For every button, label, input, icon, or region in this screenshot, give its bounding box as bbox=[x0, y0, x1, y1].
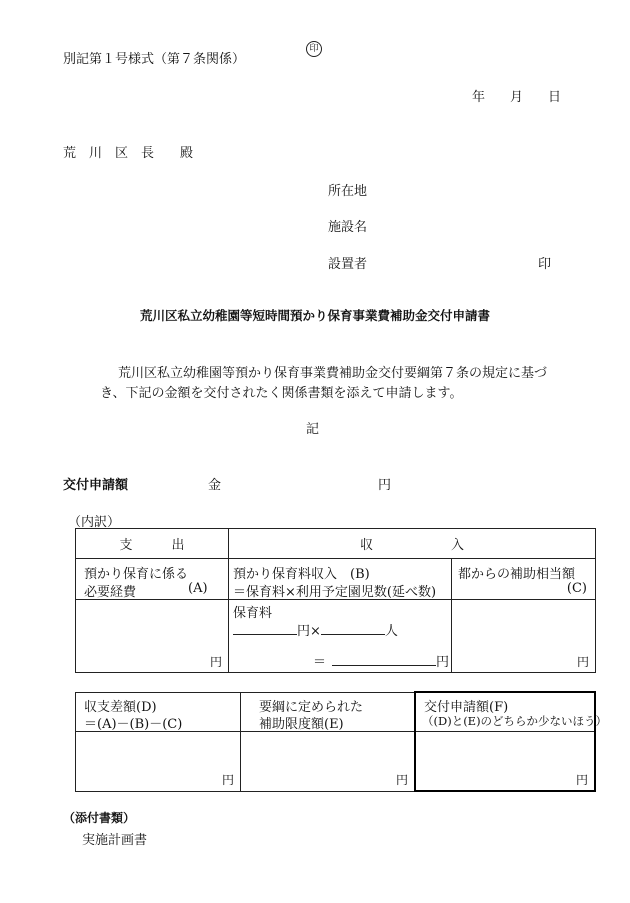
amount-kin: 金 bbox=[208, 478, 222, 493]
calculation-table bbox=[75, 691, 608, 792]
founder-label: 設置者 bbox=[328, 257, 368, 272]
income-header: 収 入 bbox=[229, 529, 596, 559]
date-day: 日 bbox=[548, 90, 562, 105]
amount-label: 交付申請額 bbox=[63, 478, 129, 493]
col-f-line1: 交付申請額(F) bbox=[424, 700, 509, 715]
col-c-line1: 都からの補助相当額 bbox=[458, 567, 576, 582]
breakdown-label: （内訳） bbox=[68, 515, 121, 530]
col-a-line2: 必要経費 bbox=[84, 585, 137, 600]
col-c-value[interactable] bbox=[452, 600, 596, 673]
col-a-value[interactable] bbox=[76, 600, 229, 673]
children-input[interactable] bbox=[321, 620, 385, 635]
fee-times: 円× bbox=[297, 624, 321, 639]
facility-label: 施設名 bbox=[328, 220, 368, 235]
col-b-header bbox=[229, 559, 452, 600]
date-year: 年 bbox=[472, 90, 486, 105]
fee-input[interactable] bbox=[233, 620, 297, 635]
col-f-yen: 円 bbox=[575, 773, 588, 787]
col-c-mark: (C) bbox=[566, 581, 587, 596]
page-title: 荒川区私立幼稚園等短時間預かり保育事業費補助金交付申請書 bbox=[139, 308, 490, 323]
col-d-header bbox=[76, 692, 241, 732]
col-e-yen: 円 bbox=[395, 773, 408, 787]
col-e-line1: 要綱に定められた bbox=[259, 699, 364, 715]
attachments-label: （添付書類） bbox=[63, 811, 136, 825]
person-unit: 人 bbox=[384, 624, 398, 639]
col-c-header bbox=[452, 559, 596, 600]
col-b-line1: 預かり保育料収入 (B) bbox=[233, 567, 370, 582]
col-b-yen: 円 bbox=[436, 655, 450, 670]
address-label: 所在地 bbox=[328, 184, 368, 199]
expense-header: 支 出 bbox=[76, 529, 229, 559]
col-d-value[interactable] bbox=[76, 732, 241, 792]
fee-label: 保育料 bbox=[233, 606, 273, 621]
col-a-yen: 円 bbox=[209, 655, 222, 669]
col-f-header bbox=[415, 692, 608, 732]
col-d-yen: 円 bbox=[221, 773, 234, 787]
col-e-value[interactable] bbox=[241, 732, 416, 792]
founder-seal: 印 bbox=[538, 257, 552, 272]
col-a-line1: 預かり保育に係る bbox=[84, 567, 189, 582]
seal-mark-icon: 印 bbox=[306, 41, 322, 57]
col-e-line2: 補助限度額(E) bbox=[259, 716, 344, 732]
ki-mark: 記 bbox=[306, 422, 320, 437]
col-f-line2: （(D)と(E)のどちらか少ないほう） bbox=[422, 714, 608, 728]
col-d-line2: ＝(A)－(B)－(C) bbox=[84, 716, 183, 732]
col-c-yen: 円 bbox=[576, 655, 589, 669]
income-total-input[interactable] bbox=[332, 651, 436, 666]
date-month: 月 bbox=[510, 90, 524, 105]
col-d-line1: 収支差額(D) bbox=[84, 699, 157, 715]
attachment-item: 実施計画書 bbox=[82, 833, 148, 848]
body-line-2: き、下記の金額を交付されたく関係書類を添えて申請します。 bbox=[100, 386, 463, 401]
col-a-header bbox=[76, 559, 229, 600]
equals-sign: ＝ bbox=[313, 655, 327, 670]
col-b-value[interactable] bbox=[229, 600, 452, 673]
addressee: 荒 川 区 長 殿 bbox=[63, 146, 194, 161]
body-line-1: 荒川区私立幼稚園等預かり保育事業費補助金交付要綱第７条の規定に基づ bbox=[118, 366, 548, 381]
breakdown-table bbox=[75, 528, 596, 673]
col-f-value[interactable] bbox=[415, 732, 595, 792]
col-e-header bbox=[241, 692, 416, 732]
form-id: 別記第１号様式（第７条関係） bbox=[63, 52, 246, 67]
col-a-mark: (A) bbox=[188, 581, 208, 596]
col-b-line2: ＝保育料×利用予定園児数(延べ数) bbox=[233, 585, 437, 600]
amount-yen: 円 bbox=[378, 478, 392, 493]
